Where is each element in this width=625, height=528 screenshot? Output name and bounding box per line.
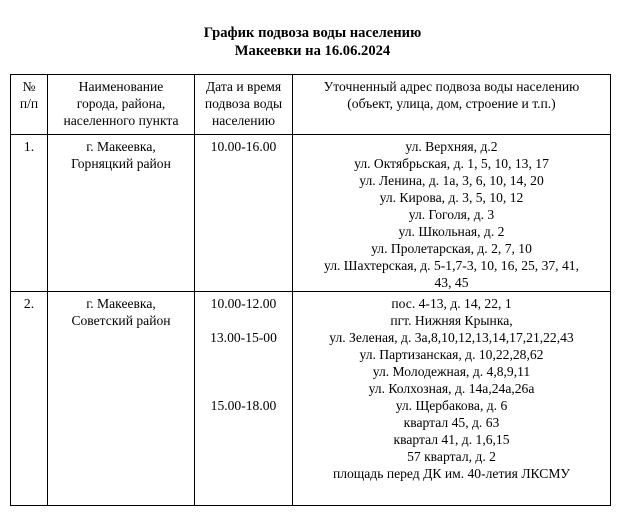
- address-line: ул. Щербакова, д. 6: [395, 398, 508, 413]
- address-line: ул. Верхняя, д.2: [405, 139, 498, 154]
- row-addresses: [293, 135, 611, 292]
- address-line: квартал 45, д. 63: [403, 415, 500, 430]
- address-line: ул. Пролетарская, д. 2, 7, 10: [371, 241, 532, 256]
- title-line-1: График подвоза воды населению: [203, 25, 422, 41]
- address-line: ул. Зеленая, д. 3а,8,10,12,13,14,17,21,22,43: [329, 330, 574, 345]
- table-row: [11, 135, 611, 292]
- address-line: пгт. Нижняя Крынка,: [390, 313, 513, 328]
- document-title: [0, 24, 625, 60]
- address-line: 43, 45: [434, 275, 469, 290]
- address-line: квартал 41, д. 1,6,15: [393, 432, 510, 447]
- address-line: ул. Октябрьская, д. 1, 5, 10, 13, 17: [354, 156, 549, 171]
- header-datetime: Дата и время подвоза воды населению: [195, 75, 293, 135]
- address-line: ул. Кирова, д. 3, 5, 10, 12: [379, 190, 524, 205]
- header-address: Уточненный адрес подвоза воды населению (объект, улица, дом, строение и т.п.): [293, 75, 611, 135]
- row-addresses: [293, 292, 611, 506]
- table-row: [11, 292, 611, 506]
- row-delivery-time: 10.00-16.00: [195, 135, 293, 292]
- address-line: ул. Школьная, д. 2: [398, 224, 505, 239]
- address-line: ул. Гоголя, д. 3: [408, 207, 495, 222]
- address-line: площадь перед ДК им. 40-летия ЛКСМУ: [332, 466, 571, 481]
- address-line: ул. Колхозная, д. 14а,24а,26а: [368, 381, 535, 396]
- header-number: № п/п: [11, 75, 48, 135]
- address-line: 57 квартал, д. 2: [407, 449, 496, 464]
- title-line-2: Макеевки на 16.06.2024: [234, 43, 391, 59]
- address-line: ул. Шахтерская, д. 5-1,7-3, 10, 16, 25, 37, 41,: [324, 258, 579, 273]
- row-number: 2.: [11, 292, 48, 506]
- address-line: ул. Партизанская, д. 10,22,28,62: [359, 347, 544, 362]
- address-line: пос. 4-13, д. 14, 22, 1: [391, 296, 512, 311]
- table-header-row: [11, 75, 611, 135]
- row-settlement-name: г. Макеевка, Горняцкий район: [48, 135, 195, 292]
- water-delivery-table: [10, 74, 611, 506]
- row-settlement-name: г. Макеевка, Советский район: [48, 292, 195, 506]
- address-line: ул. Ленина, д. 1а, 3, 6, 10, 14, 20: [359, 173, 544, 188]
- row-number: 1.: [11, 135, 48, 292]
- address-line: ул. Молодежная, д. 4,8,9,11: [372, 364, 531, 379]
- header-settlement-name: Наименование города, района, населенного пункта: [48, 75, 195, 135]
- row-delivery-time: 10.00-12.00 13.00-15-00 15.00-18.00: [195, 292, 293, 506]
